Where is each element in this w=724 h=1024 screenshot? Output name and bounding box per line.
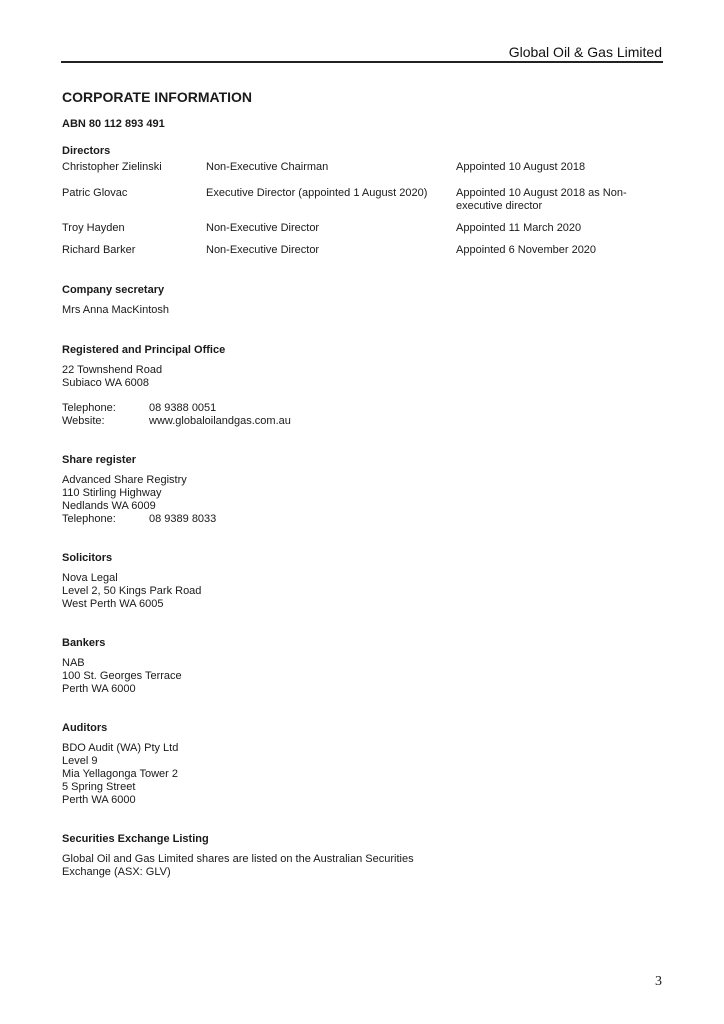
website-value: www.globaloilandgas.com.au — [149, 415, 291, 427]
director-name: Christopher Zielinski — [62, 161, 162, 173]
telephone-value: 08 9388 0051 — [149, 402, 217, 414]
listing-section — [62, 833, 662, 879]
telephone-label: Telephone: — [62, 513, 116, 525]
director-appointed — [456, 161, 646, 174]
company-secretary-section — [62, 284, 662, 317]
director-role: Non-Executive Director — [206, 244, 320, 256]
share-register-address — [62, 474, 662, 513]
director-name: Troy Hayden — [62, 222, 125, 234]
appointed-line: Appointed 10 August 2018 — [456, 161, 586, 173]
header-company-name: Global Oil & Gas Limited — [508, 44, 662, 60]
share-register-telephone — [62, 513, 662, 526]
address-line: 5 Spring Street — [62, 781, 136, 793]
address-line: Perth WA 6000 — [62, 794, 136, 806]
registered-office-heading: Registered and Principal Office — [62, 344, 226, 356]
address-line: Level 9 — [62, 755, 98, 767]
director-name: Patric Glovac — [62, 187, 128, 199]
director-role: Non-Executive Director — [206, 222, 320, 234]
address-line: Advanced Share Registry — [62, 474, 187, 486]
director-appointed — [456, 222, 646, 235]
address-line: Mia Yellagonga Tower 2 — [62, 768, 178, 780]
address-line: NAB — [62, 657, 85, 669]
share-register-section — [62, 454, 662, 526]
director-row — [62, 187, 662, 213]
telephone-label: Telephone: — [62, 402, 116, 414]
bankers-address — [62, 657, 662, 696]
page-title: CORPORATE INFORMATION — [62, 89, 253, 105]
header-rule — [61, 61, 663, 63]
bankers-section — [62, 637, 662, 696]
address-line: 22 Townshend Road — [62, 364, 163, 376]
directors-heading: Directors — [62, 145, 111, 157]
address-line: Nova Legal — [62, 572, 118, 584]
director-row — [62, 222, 662, 235]
address-line: West Perth WA 6005 — [62, 598, 164, 610]
director-appointed — [456, 187, 646, 213]
registered-office-website — [62, 415, 662, 428]
directors-table — [62, 161, 662, 257]
listing-line: Exchange (ASX: GLV) — [62, 866, 171, 878]
director-role: Executive Director (appointed 1 August 2020) — [206, 187, 428, 199]
content — [62, 89, 662, 879]
company-secretary-name: Mrs Anna MacKintosh — [62, 304, 169, 316]
website-label: Website: — [62, 415, 105, 427]
auditors-heading: Auditors — [62, 722, 108, 734]
address-line: 110 Stirling Highway — [62, 487, 162, 499]
listing-text — [62, 853, 662, 879]
director-name: Richard Barker — [62, 244, 136, 256]
auditors-section — [62, 722, 662, 807]
auditors-address — [62, 742, 662, 807]
appointed-line: Appointed 6 November 2020 — [456, 244, 597, 256]
registered-office-address — [62, 364, 662, 390]
page-number: 3 — [655, 974, 662, 989]
appointed-line: Appointed 11 March 2020 — [456, 222, 582, 234]
address-line: Level 2, 50 Kings Park Road — [62, 585, 202, 597]
appointed-line: executive director — [456, 200, 543, 212]
address-line: 100 St. Georges Terrace — [62, 670, 182, 682]
listing-line: Global Oil and Gas Limited shares are listed on the Australian Securities — [62, 853, 414, 865]
directors-section — [62, 145, 662, 257]
solicitors-heading: Solicitors — [62, 552, 113, 564]
address-line: Nedlands WA 6009 — [62, 500, 156, 512]
registered-office-telephone — [62, 402, 662, 415]
director-row — [62, 244, 662, 257]
director-appointed — [456, 244, 646, 257]
director-role: Non-Executive Chairman — [206, 161, 329, 173]
listing-heading: Securities Exchange Listing — [62, 833, 209, 845]
registered-office-section — [62, 344, 662, 428]
bankers-heading: Bankers — [62, 637, 106, 649]
solicitors-address — [62, 572, 662, 611]
telephone-value: 08 9389 8033 — [149, 513, 217, 525]
address-line: Subiaco WA 6008 — [62, 377, 150, 389]
address-line: BDO Audit (WA) Pty Ltd — [62, 742, 179, 754]
solicitors-section — [62, 552, 662, 611]
director-row — [62, 161, 662, 174]
share-register-heading: Share register — [62, 454, 136, 466]
company-secretary-heading: Company secretary — [62, 284, 165, 296]
address-line: Perth WA 6000 — [62, 683, 136, 695]
abn: ABN 80 112 893 491 — [62, 118, 165, 130]
appointed-line: Appointed 10 August 2018 as Non- — [456, 187, 627, 199]
